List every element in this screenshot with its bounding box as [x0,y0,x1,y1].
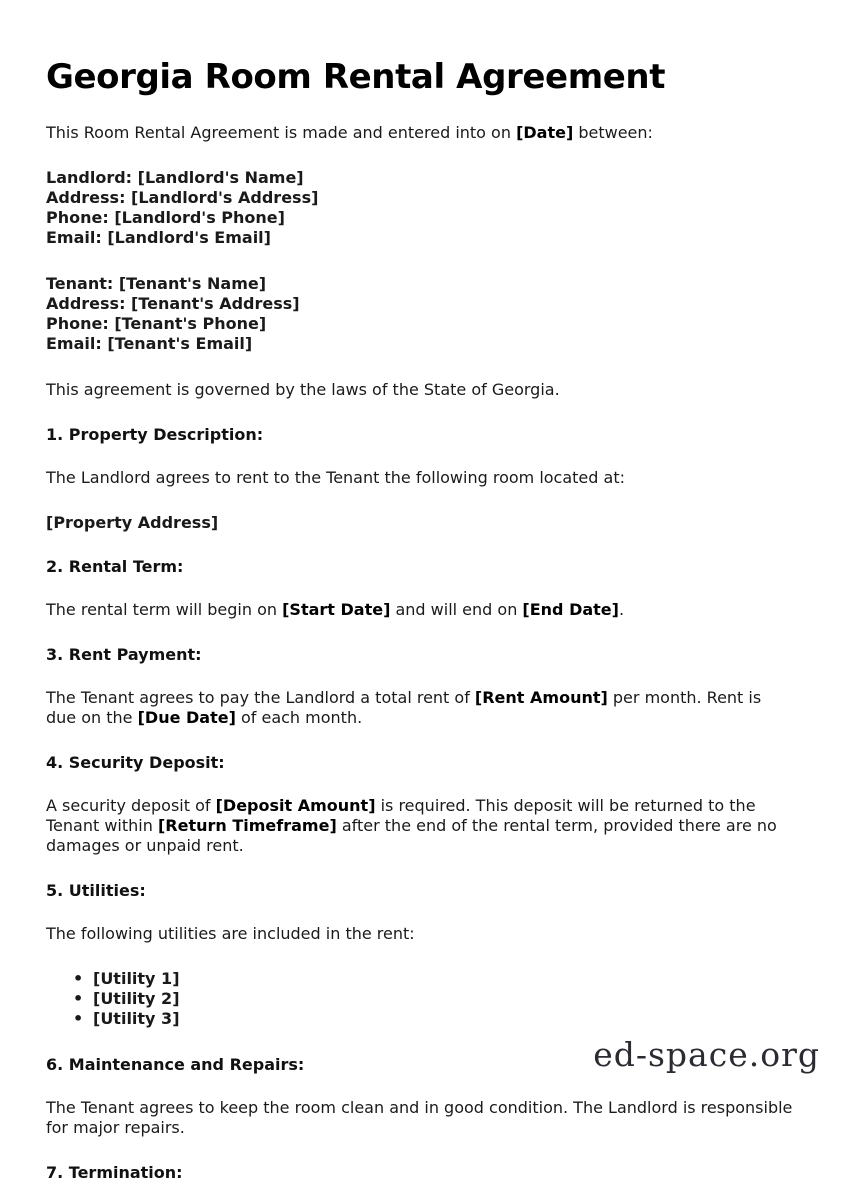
landlord-phone-line: Phone: [Landlord's Phone] [46,207,285,227]
governing-law-paragraph: This agreement is governed by the laws of the State of Georgia. [46,379,560,399]
rental-term-body [46,600,794,620]
rent-payment-text-2: per month. Rent is due on the [46,687,762,727]
section-heading-rental-term: 2. Rental Term: [46,556,184,576]
tenant-contact-block [46,274,796,354]
deposit-amount-placeholder: [Deposit Amount] [215,795,376,815]
page-title: Georgia Room Rental Agreement [46,57,666,97]
landlord-contact-block [46,168,796,248]
list-item: • [Utility 3] [46,1009,796,1029]
landlord-email-line: Email: [Landlord's Email] [46,227,271,247]
intro-text-before: This Room Rental Agreement is made and entered into on [46,122,517,142]
rent-amount-placeholder: [Rent Amount] [474,687,608,707]
tenant-name-line: Tenant: [Tenant's Name] [46,273,267,293]
section-heading-utilities: 5. Utilities: [46,880,146,900]
rental-term-text-2: and will end on [390,599,523,619]
section-heading-security-deposit: 4. Security Deposit: [46,752,225,772]
property-description-body: The Landlord agrees to rent to the Tenant the following room located at: [46,467,625,487]
security-deposit-text-1: A security deposit of [46,795,216,815]
date-placeholder: [Date] [516,122,574,142]
property-address-placeholder: [Property Address] [46,512,219,532]
intro-paragraph [46,123,794,143]
utilities-body: The following utilities are included in the rent: [46,923,415,943]
security-deposit-text-3: after the end of the rental term, provided there are no damages or unpaid rent. [46,815,777,855]
due-date-placeholder: [Due Date] [137,707,236,727]
rent-payment-text-3: of each month. [235,707,363,727]
return-timeframe-placeholder: [Return Timeframe] [157,815,337,835]
end-date-placeholder: [End Date] [522,599,619,619]
tenant-email-line: Email: [Tenant's Email] [46,333,253,353]
tenant-phone-line: Phone: [Tenant's Phone] [46,313,267,333]
utilities-list [46,969,796,1029]
section-heading-rent-payment: 3. Rent Payment: [46,644,202,664]
rent-payment-body [46,688,794,728]
landlord-address-line: Address: [Landlord's Address] [46,187,319,207]
intro-text-after: between: [573,122,653,142]
rent-payment-text-1: The Tenant agrees to pay the Landlord a total rent of [46,687,475,707]
maintenance-body: The Tenant agrees to keep the room clean and in good condition. The Landlord is responsible for major repairs. [46,1097,793,1137]
list-item: • [Utility 2] [46,989,796,1009]
tenant-address-line: Address: [Tenant's Address] [46,293,300,313]
start-date-placeholder: [Start Date] [282,599,391,619]
rental-term-text-1: The rental term will begin on [46,599,283,619]
rental-term-text-3: . [618,599,625,619]
section-heading-property-description: 1. Property Description: [46,424,264,444]
landlord-name-line: Landlord: [Landlord's Name] [46,167,304,187]
security-deposit-text-2: is required. This deposit will be returned to the Tenant within [46,795,756,835]
list-item: • [Utility 1] [46,969,796,989]
watermark: ed-space.org [593,1035,820,1074]
security-deposit-body [46,796,794,856]
section-heading-maintenance: 6. Maintenance and Repairs: [46,1054,305,1074]
section-heading-termination: 7. Termination: [46,1162,183,1182]
